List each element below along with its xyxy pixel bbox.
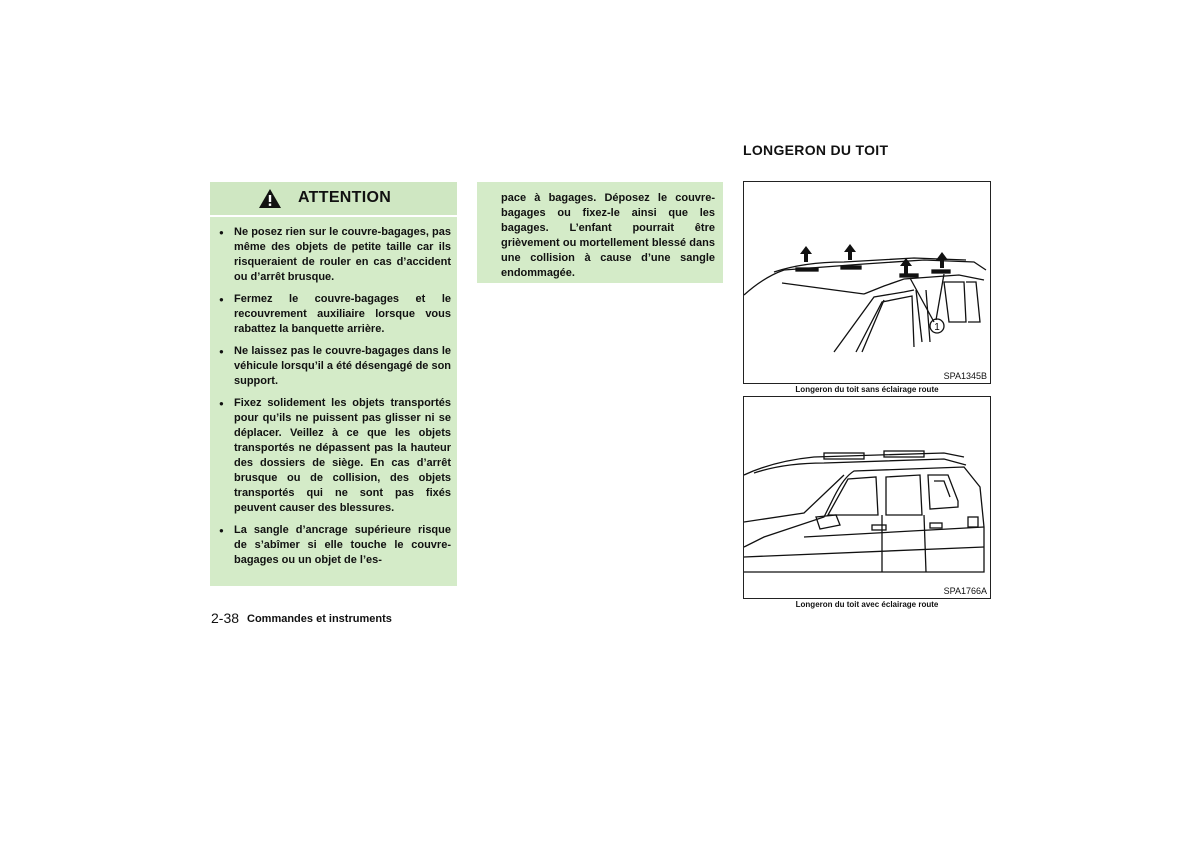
warning-triangle-icon (258, 188, 282, 209)
warning-title: ATTENTION (298, 189, 392, 206)
section-title: LONGERON DU TOIT (743, 142, 889, 158)
warning-bullet: ● Fermez le couvre-bagages et le recouvrement auxiliaire lorsque vous rabattez la banquette arrière. (219, 292, 451, 337)
warning-bullet: ● Ne posez rien sur le couvre-bagages, pas même des objets de petite taille car ils risqueraient de rouler en cas d’accident ou d’arrêt brusque. (219, 225, 451, 285)
figure-code: SPA1766A (943, 586, 987, 596)
warning-bullet: ● Ne laissez pas le couvre-bagages dans le véhicule lorsqu’il a été désengagé de son support. (219, 344, 451, 389)
warning-bullet: ● Fixez solidement les objets transportés pour qu’ils ne puissent pas glisser ni se déplacer. Veillez à ce que les objets transportés ne dépassent pas la hauteur des dossiers de siège. En cas d’arrêt brusque ou de collision, des objets transportés qui ne sont pas fixés peuvent causer des blessures. (219, 396, 451, 516)
warning-continuation-box (477, 182, 723, 283)
page-number: 2-38 (211, 610, 240, 626)
figure-roof-rail-without-lighting (743, 181, 991, 384)
figure-caption: Longeron du toit sans éclairage route (795, 385, 939, 394)
page-section-name: Commandes et instruments (247, 613, 392, 625)
warning-continuation-text: pace à bagages. Déposez le couvre-bagages ou fixez-le ainsi que les bagages. L’enfant pourrait être grièvement ou mortellement blessé dans une collision à cause d’une sangle endommagée. (501, 192, 715, 279)
figure-callout-number: 1 (934, 322, 940, 333)
warning-bullet: ● La sangle d’ancrage supérieure risque de s’abîmer si elle touche le couvre-bagages ou un objet de l’es- (219, 523, 451, 568)
roof-rail-lighting-illustration (744, 397, 990, 598)
figure-code: SPA1345B (943, 371, 987, 381)
figure-roof-rail-with-lighting (743, 396, 991, 599)
warning-box (210, 182, 457, 586)
roof-rail-illustration (744, 182, 990, 383)
figure-caption: Longeron du toit avec éclairage route (795, 600, 939, 609)
warning-bullet-list (219, 225, 451, 575)
warning-header (210, 182, 457, 217)
